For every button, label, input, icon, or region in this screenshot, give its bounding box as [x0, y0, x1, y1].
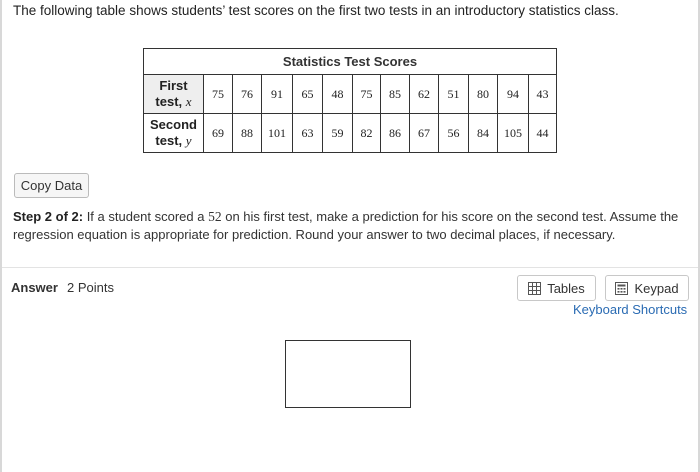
table-cell: 48 — [323, 75, 353, 114]
table-cell: 80 — [469, 75, 498, 114]
table-cell: 76 — [233, 75, 262, 114]
answer-input-box[interactable] — [285, 340, 411, 408]
table-cell: 56 — [439, 114, 469, 153]
table-grid-icon — [528, 282, 541, 295]
table-cell: 51 — [439, 75, 469, 114]
row-variable: y — [185, 133, 192, 148]
keypad-icon — [615, 282, 628, 295]
table-title: Statistics Test Scores — [144, 49, 557, 75]
keypad-button-label: Keypad — [634, 280, 679, 296]
step-instructions — [13, 208, 685, 244]
section-divider — [2, 267, 698, 268]
answer-points: 2 Points — [67, 280, 114, 295]
tables-button[interactable] — [517, 275, 596, 301]
table-cell: 84 — [469, 114, 498, 153]
row-header-label-2: test, — [155, 94, 183, 109]
table-cell: 62 — [410, 75, 439, 114]
keypad-button[interactable] — [605, 275, 689, 301]
table-cell: 63 — [293, 114, 323, 153]
table-row — [144, 75, 557, 114]
table-cell: 91 — [262, 75, 293, 114]
table-cell: 86 — [381, 114, 410, 153]
row-header — [144, 75, 204, 114]
question-intro: The following table shows students’ test scores on the first two tests in an introductory statistics class. — [13, 3, 619, 18]
row-variable: x — [185, 94, 192, 109]
table-cell: 59 — [323, 114, 353, 153]
table-cell: 75 — [353, 75, 381, 114]
row-header — [144, 114, 204, 153]
row-header-label: First — [159, 78, 188, 93]
table-cell: 67 — [410, 114, 439, 153]
table-cell: 85 — [381, 75, 410, 114]
table-cell: 65 — [293, 75, 323, 114]
table-cell: 101 — [262, 114, 293, 153]
row-header-label-2: test, — [155, 133, 183, 148]
copy-data-button[interactable]: Copy Data — [14, 173, 89, 198]
table-cell: 44 — [529, 114, 557, 153]
step-text-before: If a student scored a — [83, 209, 209, 224]
table-cell: 82 — [353, 114, 381, 153]
scores-table — [143, 48, 557, 153]
step-value: 52 — [208, 209, 222, 224]
table-cell: 105 — [498, 114, 529, 153]
table-cell: 43 — [529, 75, 557, 114]
table-cell: 94 — [498, 75, 529, 114]
table-cell: 75 — [204, 75, 233, 114]
table-row — [144, 114, 557, 153]
row-header-label: Second — [150, 117, 197, 132]
step-text-after: on his first test, make a prediction for his score on the second test. Assume the regression equation is appropriate for prediction. Round your answer to two decimal places, if necessary. — [13, 209, 679, 242]
step-heading: Step 2 of 2: — [13, 209, 84, 224]
tables-button-label: Tables — [547, 280, 585, 296]
frame-border-left — [0, 0, 2, 472]
table-cell: 69 — [204, 114, 233, 153]
answer-label: Answer — [11, 280, 58, 295]
keyboard-shortcuts-link[interactable]: Keyboard Shortcuts — [573, 302, 688, 317]
table-cell: 88 — [233, 114, 262, 153]
